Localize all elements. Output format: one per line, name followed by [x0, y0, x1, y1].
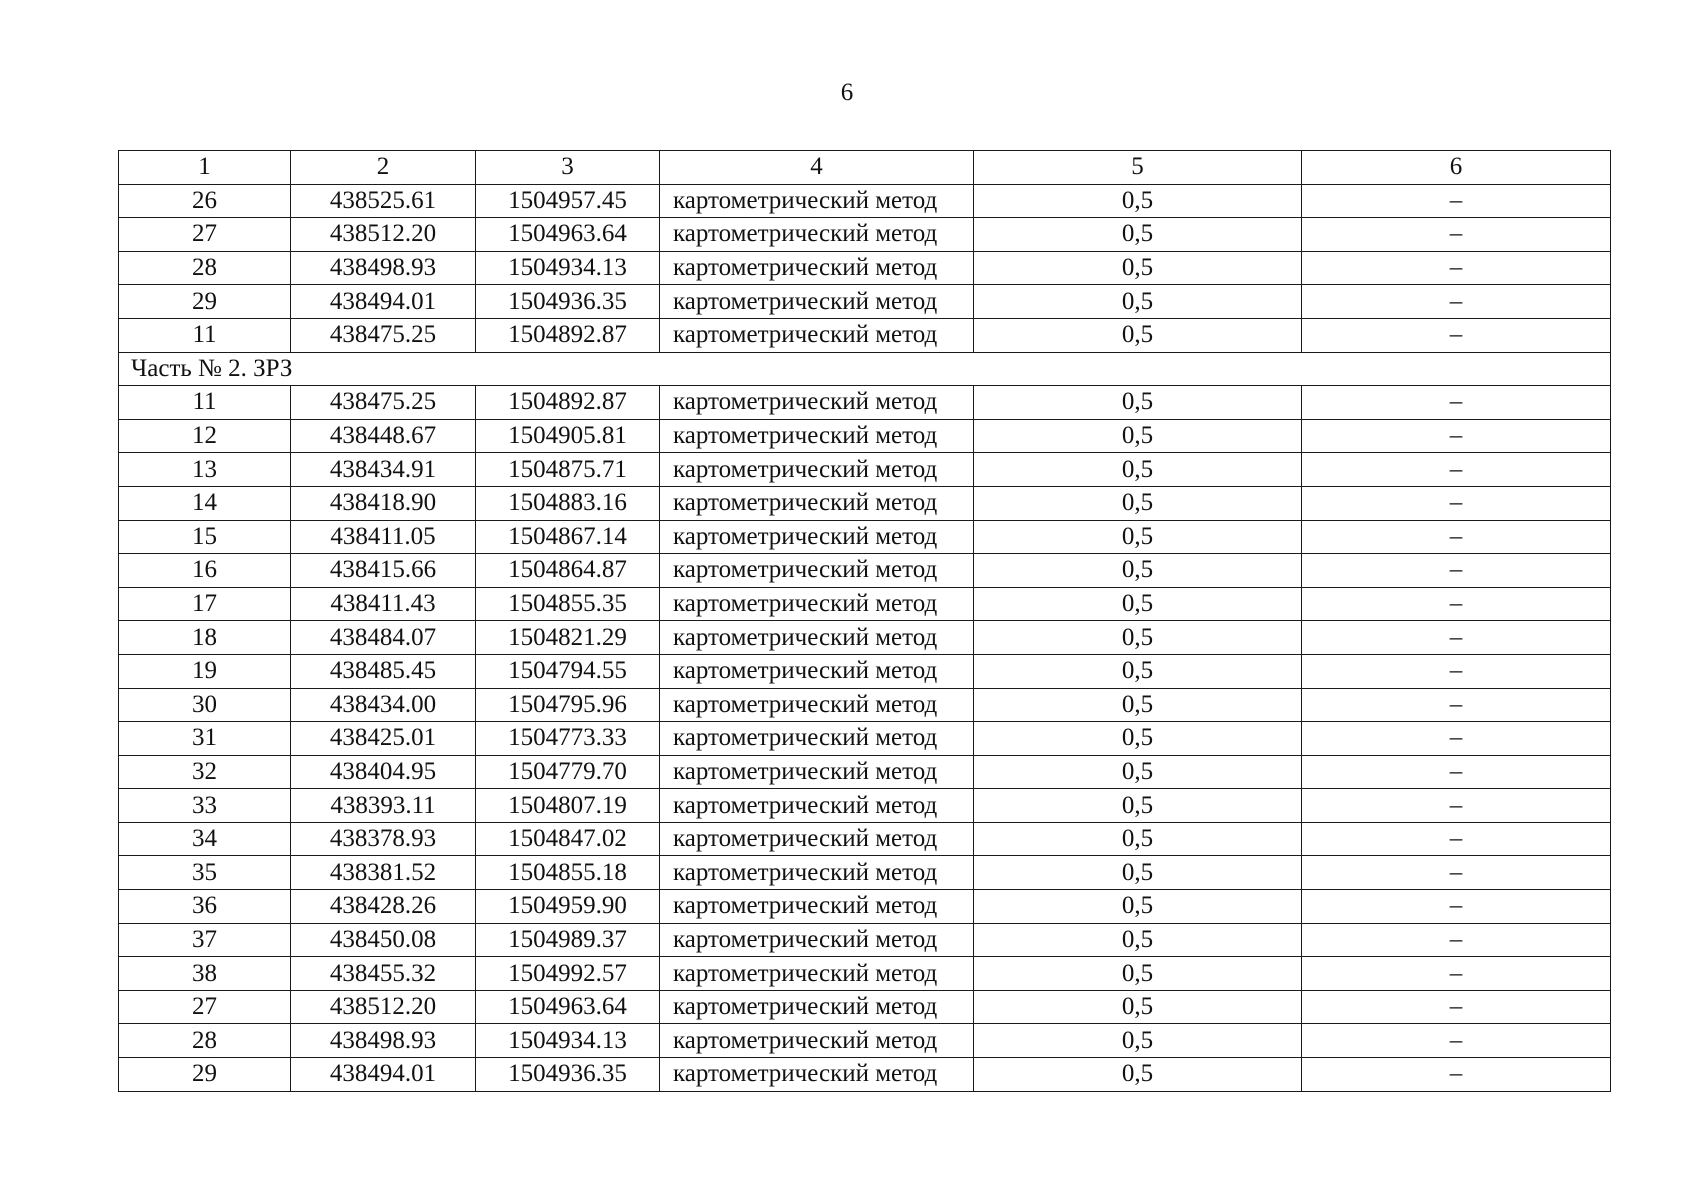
- note-cell: –: [1302, 251, 1611, 285]
- point-number-cell: 29: [119, 285, 291, 319]
- accuracy-cell: 0,5: [974, 587, 1302, 621]
- y-coordinate-cell: 1504957.45: [476, 184, 660, 218]
- accuracy-cell: 0,5: [974, 318, 1302, 352]
- method-cell: картометрический метод: [660, 285, 974, 319]
- point-number-cell: 36: [119, 890, 291, 924]
- y-coordinate-cell: 1504963.64: [476, 990, 660, 1024]
- method-cell: картометрический метод: [660, 722, 974, 756]
- note-cell: –: [1302, 218, 1611, 252]
- x-coordinate-cell: 438434.91: [291, 453, 476, 487]
- accuracy-cell: 0,5: [974, 520, 1302, 554]
- table-row: [119, 419, 1611, 453]
- method-cell: картометрический метод: [660, 251, 974, 285]
- y-coordinate-cell: 1504992.57: [476, 957, 660, 991]
- table-row: [119, 1058, 1611, 1092]
- point-number-cell: 27: [119, 218, 291, 252]
- method-cell: картометрический метод: [660, 318, 974, 352]
- y-coordinate-cell: 1504773.33: [476, 722, 660, 756]
- method-cell: картометрический метод: [660, 923, 974, 957]
- section-header-row: [119, 352, 1611, 386]
- accuracy-cell: 0,5: [974, 722, 1302, 756]
- accuracy-cell: 0,5: [974, 453, 1302, 487]
- accuracy-cell: 0,5: [974, 990, 1302, 1024]
- y-coordinate-cell: 1504855.18: [476, 856, 660, 890]
- x-coordinate-cell: 438378.93: [291, 822, 476, 856]
- column-number-header: 4: [660, 151, 974, 185]
- table-row: [119, 486, 1611, 520]
- x-coordinate-cell: 438415.66: [291, 554, 476, 588]
- point-number-cell: 13: [119, 453, 291, 487]
- x-coordinate-cell: 438498.93: [291, 251, 476, 285]
- method-cell: картометрический метод: [660, 587, 974, 621]
- x-coordinate-cell: 438512.20: [291, 990, 476, 1024]
- y-coordinate-cell: 1504821.29: [476, 621, 660, 655]
- note-cell: –: [1302, 419, 1611, 453]
- point-number-cell: 11: [119, 318, 291, 352]
- method-cell: картометрический метод: [660, 957, 974, 991]
- note-cell: –: [1302, 1024, 1611, 1058]
- method-cell: картометрический метод: [660, 755, 974, 789]
- x-coordinate-cell: 438512.20: [291, 218, 476, 252]
- x-coordinate-cell: 438381.52: [291, 856, 476, 890]
- point-number-cell: 15: [119, 520, 291, 554]
- note-cell: –: [1302, 587, 1611, 621]
- note-cell: –: [1302, 654, 1611, 688]
- table-row: [119, 285, 1611, 319]
- table-row: [119, 621, 1611, 655]
- y-coordinate-cell: 1504855.35: [476, 587, 660, 621]
- column-number-header: 5: [974, 151, 1302, 185]
- table-row: [119, 318, 1611, 352]
- accuracy-cell: 0,5: [974, 554, 1302, 588]
- x-coordinate-cell: 438455.32: [291, 957, 476, 991]
- column-number-header: 1: [119, 151, 291, 185]
- y-coordinate-cell: 1504936.35: [476, 1058, 660, 1092]
- coordinates-table: [118, 150, 1611, 1092]
- coordinates-table-container: [118, 150, 1610, 1092]
- table-row: [119, 923, 1611, 957]
- table-row: [119, 386, 1611, 420]
- point-number-cell: 16: [119, 554, 291, 588]
- note-cell: –: [1302, 554, 1611, 588]
- point-number-cell: 31: [119, 722, 291, 756]
- x-coordinate-cell: 438393.11: [291, 789, 476, 823]
- table-row: [119, 957, 1611, 991]
- method-cell: картометрический метод: [660, 554, 974, 588]
- point-number-cell: 26: [119, 184, 291, 218]
- accuracy-cell: 0,5: [974, 890, 1302, 924]
- y-coordinate-cell: 1504867.14: [476, 520, 660, 554]
- y-coordinate-cell: 1504936.35: [476, 285, 660, 319]
- table-row: [119, 1024, 1611, 1058]
- accuracy-cell: 0,5: [974, 822, 1302, 856]
- method-cell: картометрический метод: [660, 822, 974, 856]
- x-coordinate-cell: 438428.26: [291, 890, 476, 924]
- table-row: [119, 453, 1611, 487]
- point-number-cell: 12: [119, 419, 291, 453]
- y-coordinate-cell: 1504864.87: [476, 554, 660, 588]
- table-row: [119, 722, 1611, 756]
- table-row: [119, 789, 1611, 823]
- column-number-header: 3: [476, 151, 660, 185]
- accuracy-cell: 0,5: [974, 789, 1302, 823]
- note-cell: –: [1302, 386, 1611, 420]
- point-number-cell: 35: [119, 856, 291, 890]
- point-number-cell: 19: [119, 654, 291, 688]
- y-coordinate-cell: 1504934.13: [476, 251, 660, 285]
- y-coordinate-cell: 1504892.87: [476, 386, 660, 420]
- method-cell: картометрический метод: [660, 1058, 974, 1092]
- point-number-cell: 17: [119, 587, 291, 621]
- y-coordinate-cell: 1504847.02: [476, 822, 660, 856]
- note-cell: –: [1302, 520, 1611, 554]
- note-cell: –: [1302, 822, 1611, 856]
- accuracy-cell: 0,5: [974, 957, 1302, 991]
- point-number-cell: 33: [119, 789, 291, 823]
- accuracy-cell: 0,5: [974, 285, 1302, 319]
- method-cell: картометрический метод: [660, 218, 974, 252]
- table-row: [119, 688, 1611, 722]
- point-number-cell: 11: [119, 386, 291, 420]
- table-row: [119, 654, 1611, 688]
- note-cell: –: [1302, 990, 1611, 1024]
- point-number-cell: 28: [119, 1024, 291, 1058]
- note-cell: –: [1302, 1058, 1611, 1092]
- accuracy-cell: 0,5: [974, 251, 1302, 285]
- table-row: [119, 890, 1611, 924]
- table-row: [119, 184, 1611, 218]
- method-cell: картометрический метод: [660, 419, 974, 453]
- method-cell: картометрический метод: [660, 654, 974, 688]
- accuracy-cell: 0,5: [974, 856, 1302, 890]
- note-cell: –: [1302, 184, 1611, 218]
- method-cell: картометрический метод: [660, 688, 974, 722]
- x-coordinate-cell: 438418.90: [291, 486, 476, 520]
- x-coordinate-cell: 438411.43: [291, 587, 476, 621]
- page-number: 6: [840, 79, 854, 106]
- x-coordinate-cell: 438448.67: [291, 419, 476, 453]
- note-cell: –: [1302, 621, 1611, 655]
- note-cell: –: [1302, 486, 1611, 520]
- method-cell: картометрический метод: [660, 184, 974, 218]
- accuracy-cell: 0,5: [974, 386, 1302, 420]
- y-coordinate-cell: 1504963.64: [476, 218, 660, 252]
- note-cell: –: [1302, 755, 1611, 789]
- accuracy-cell: 0,5: [974, 923, 1302, 957]
- point-number-cell: 27: [119, 990, 291, 1024]
- point-number-cell: 30: [119, 688, 291, 722]
- point-number-cell: 37: [119, 923, 291, 957]
- accuracy-cell: 0,5: [974, 755, 1302, 789]
- accuracy-cell: 0,5: [974, 688, 1302, 722]
- column-number-header: 6: [1302, 151, 1611, 185]
- y-coordinate-cell: 1504989.37: [476, 923, 660, 957]
- y-coordinate-cell: 1504883.16: [476, 486, 660, 520]
- x-coordinate-cell: 438525.61: [291, 184, 476, 218]
- point-number-cell: 28: [119, 251, 291, 285]
- column-number-header: 2: [291, 151, 476, 185]
- x-coordinate-cell: 438475.25: [291, 386, 476, 420]
- table-row: [119, 587, 1611, 621]
- accuracy-cell: 0,5: [974, 1058, 1302, 1092]
- x-coordinate-cell: 438485.45: [291, 654, 476, 688]
- accuracy-cell: 0,5: [974, 621, 1302, 655]
- note-cell: –: [1302, 688, 1611, 722]
- accuracy-cell: 0,5: [974, 486, 1302, 520]
- method-cell: картометрический метод: [660, 486, 974, 520]
- x-coordinate-cell: 438450.08: [291, 923, 476, 957]
- point-number-cell: 38: [119, 957, 291, 991]
- x-coordinate-cell: 438494.01: [291, 285, 476, 319]
- x-coordinate-cell: 438425.01: [291, 722, 476, 756]
- point-number-cell: 34: [119, 822, 291, 856]
- table-row: [119, 218, 1611, 252]
- y-coordinate-cell: 1504807.19: [476, 789, 660, 823]
- x-coordinate-cell: 438434.00: [291, 688, 476, 722]
- method-cell: картометрический метод: [660, 856, 974, 890]
- x-coordinate-cell: 438484.07: [291, 621, 476, 655]
- note-cell: –: [1302, 722, 1611, 756]
- note-cell: –: [1302, 789, 1611, 823]
- method-cell: картометрический метод: [660, 520, 974, 554]
- y-coordinate-cell: 1504795.96: [476, 688, 660, 722]
- method-cell: картометрический метод: [660, 1024, 974, 1058]
- table-row: [119, 856, 1611, 890]
- table-row: [119, 554, 1611, 588]
- note-cell: –: [1302, 318, 1611, 352]
- point-number-cell: 32: [119, 755, 291, 789]
- accuracy-cell: 0,5: [974, 184, 1302, 218]
- section-title: Часть № 2. ЗРЗ: [119, 352, 1611, 386]
- method-cell: картометрический метод: [660, 453, 974, 487]
- point-number-cell: 18: [119, 621, 291, 655]
- table-row: [119, 251, 1611, 285]
- y-coordinate-cell: 1504934.13: [476, 1024, 660, 1058]
- y-coordinate-cell: 1504892.87: [476, 318, 660, 352]
- y-coordinate-cell: 1504875.71: [476, 453, 660, 487]
- table-row: [119, 990, 1611, 1024]
- method-cell: картометрический метод: [660, 890, 974, 924]
- y-coordinate-cell: 1504905.81: [476, 419, 660, 453]
- note-cell: –: [1302, 923, 1611, 957]
- table-row: [119, 822, 1611, 856]
- x-coordinate-cell: 438498.93: [291, 1024, 476, 1058]
- table-body: [119, 151, 1611, 1092]
- note-cell: –: [1302, 856, 1611, 890]
- y-coordinate-cell: 1504779.70: [476, 755, 660, 789]
- accuracy-cell: 0,5: [974, 218, 1302, 252]
- note-cell: –: [1302, 285, 1611, 319]
- x-coordinate-cell: 438411.05: [291, 520, 476, 554]
- note-cell: –: [1302, 453, 1611, 487]
- table-row: [119, 520, 1611, 554]
- accuracy-cell: 0,5: [974, 654, 1302, 688]
- accuracy-cell: 0,5: [974, 1024, 1302, 1058]
- y-coordinate-cell: 1504794.55: [476, 654, 660, 688]
- note-cell: –: [1302, 957, 1611, 991]
- x-coordinate-cell: 438494.01: [291, 1058, 476, 1092]
- x-coordinate-cell: 438404.95: [291, 755, 476, 789]
- note-cell: –: [1302, 890, 1611, 924]
- y-coordinate-cell: 1504959.90: [476, 890, 660, 924]
- accuracy-cell: 0,5: [974, 419, 1302, 453]
- x-coordinate-cell: 438475.25: [291, 318, 476, 352]
- table-header-row: [119, 151, 1611, 185]
- point-number-cell: 29: [119, 1058, 291, 1092]
- method-cell: картометрический метод: [660, 990, 974, 1024]
- point-number-cell: 14: [119, 486, 291, 520]
- method-cell: картометрический метод: [660, 386, 974, 420]
- table-row: [119, 755, 1611, 789]
- method-cell: картометрический метод: [660, 621, 974, 655]
- method-cell: картометрический метод: [660, 789, 974, 823]
